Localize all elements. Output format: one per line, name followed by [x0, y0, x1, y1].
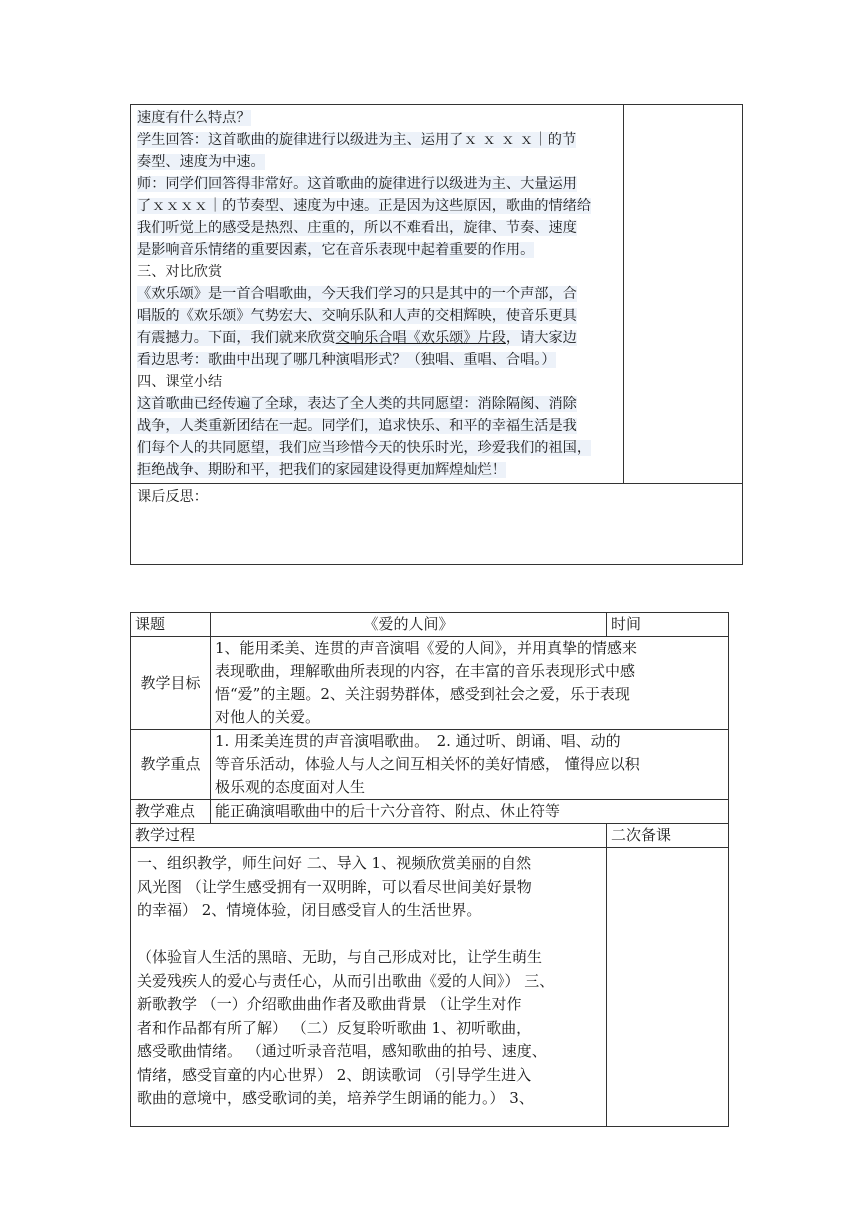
process-line: 歌曲的意境中，感受歌词的美，培养学生朗诵的能力。） 3、: [137, 1089, 534, 1107]
second-prep-label: 二次备课: [607, 824, 729, 848]
text-line: 我们听觉上的感受是热烈、庄重的，所以不难看出，旋律、节奏、速度: [137, 220, 577, 236]
text-line: 看边思考：歌曲中出现了哪几种演唱形式？（独唱、重唱、合唱。）: [137, 352, 556, 368]
lesson-plan-table: [130, 612, 729, 1127]
text-line: 了ｘｘｘｘ｜的节奏型、速度为中速。正是因为这些原因，歌曲的情绪给: [137, 198, 592, 214]
key-line: 1. 用柔美连贯的声音演唱歌曲。 2. 通过听、朗诵、唱、动的: [215, 732, 621, 750]
key-label: 教学重点: [131, 730, 211, 800]
section-heading: 三、对比欣赏: [137, 264, 223, 280]
topic-value: 《爱的人间》: [211, 613, 607, 637]
goal-line: 对他人的关爱。: [215, 708, 321, 726]
goal-label: 教学目标: [131, 637, 211, 730]
text-line: 是影响音乐情绪的重要因素，它在音乐表现中起着重要的作用。: [137, 242, 535, 258]
process-content: [131, 848, 607, 1127]
key-line: 等音乐活动，体验人与人之间互相关怀的美好情感， 懂得应以积: [215, 755, 640, 773]
process-line: 一、组织教学，师生问好 二、导入 1、视频欣赏美丽的自然: [137, 854, 532, 872]
text-line: 唱版的《欢乐颂》气势宏大、交响乐队和人声的交相辉映，使音乐更具: [137, 308, 577, 324]
text-line: 这首歌曲已经传遍了全球，表达了全人类的共同愿望：消除隔阂、消除: [137, 396, 577, 412]
reflection-label: 课后反思：: [137, 489, 208, 505]
process-line: （体验盲人生活的黑暗、无助，与自己形成对比，让学生萌生: [137, 948, 543, 966]
goal-line: 表现歌曲，理解歌曲所表现的内容，在丰富的音乐表现形式中感: [215, 662, 636, 680]
difficulty-value: 能正确演唱歌曲中的后十六分音符、附点、休止符等: [211, 800, 729, 824]
text-line: 奏型、速度为中速。: [137, 154, 265, 170]
process-line: 情绪，感受盲童的内心世界） 2、朗读歌词 （引导学生进入: [137, 1065, 532, 1084]
text-line: 战争，人类重新团结在一起。同学们，追求快乐、和平的幸福生活是我: [137, 418, 577, 434]
section-heading: 四、课堂小结: [137, 374, 223, 390]
process-line: 者和作品都有所了解） （二）反复聆听歌曲 1、初听歌曲，: [137, 1018, 532, 1037]
topic-label: 课题: [131, 613, 211, 637]
lesson-table-continued: [130, 104, 743, 565]
reflection-cell: [131, 484, 743, 565]
process-line: 风光图 （让学生感受拥有一双明眸，可以看尽世间美好景物: [137, 877, 532, 896]
text-line: ，请大家边: [505, 330, 577, 346]
difficulty-label: 教学难点: [131, 800, 211, 824]
goal-value: [211, 637, 729, 730]
process-label: 教学过程: [131, 824, 607, 848]
second-prep-cell: [624, 105, 743, 484]
time-label: 时间: [607, 613, 729, 637]
key-value: [211, 730, 729, 800]
text-line: 们每个人的共同愿望，我们应当珍惜今天的快乐时光，珍爱我们的祖国，: [137, 440, 592, 456]
process-cell: [131, 105, 624, 484]
process-line: 的幸福） 2、情境体验，闭目感受盲人的生活世界。: [137, 901, 482, 919]
goal-line: 1、能用柔美、连贯的声音演唱《爱的人间》，并用真挚的情感来: [215, 639, 638, 657]
key-line: 极乐观的态度面对人生: [215, 778, 366, 796]
underlined-title: 交响乐合唱《欢乐颂》片段: [335, 330, 506, 346]
text-line: 有震撼力。下面，我们就来欣赏: [137, 330, 336, 346]
process-line: 新歌教学 （一）介绍歌曲曲作者及歌曲背景 （让学生对作: [137, 995, 522, 1013]
text-line: 学生回答：这首歌曲的旋律进行以级进为主、运用了ｘ ｘ ｘ ｘ｜的节: [137, 132, 577, 148]
second-prep-content: [607, 848, 729, 1127]
text-line: 速度有什么特点？: [137, 110, 251, 126]
process-line: 感受歌曲情绪。 （通过听录音范唱，感知歌曲的拍号、速度、: [137, 1042, 547, 1060]
process-line: 关爱残疾人的爱心与责任心，从而引出歌曲《爱的人间》） 三、: [137, 971, 555, 990]
blank-line: [137, 923, 600, 947]
goal-line: 悟“爱”的主题。2、关注弱势群体，感受到社会之爱，乐于表现: [215, 685, 630, 703]
text-line: 拒绝战争、期盼和平，把我们的家园建设得更加辉煌灿烂！: [137, 462, 506, 478]
text-line: 师：同学们回答得非常好。这首歌曲的旋律进行以级进为主、大量运用: [137, 176, 577, 192]
text-line: 《欢乐颂》是一首合唱歌曲，今天我们学习的只是其中的一个声部，合: [137, 286, 577, 302]
